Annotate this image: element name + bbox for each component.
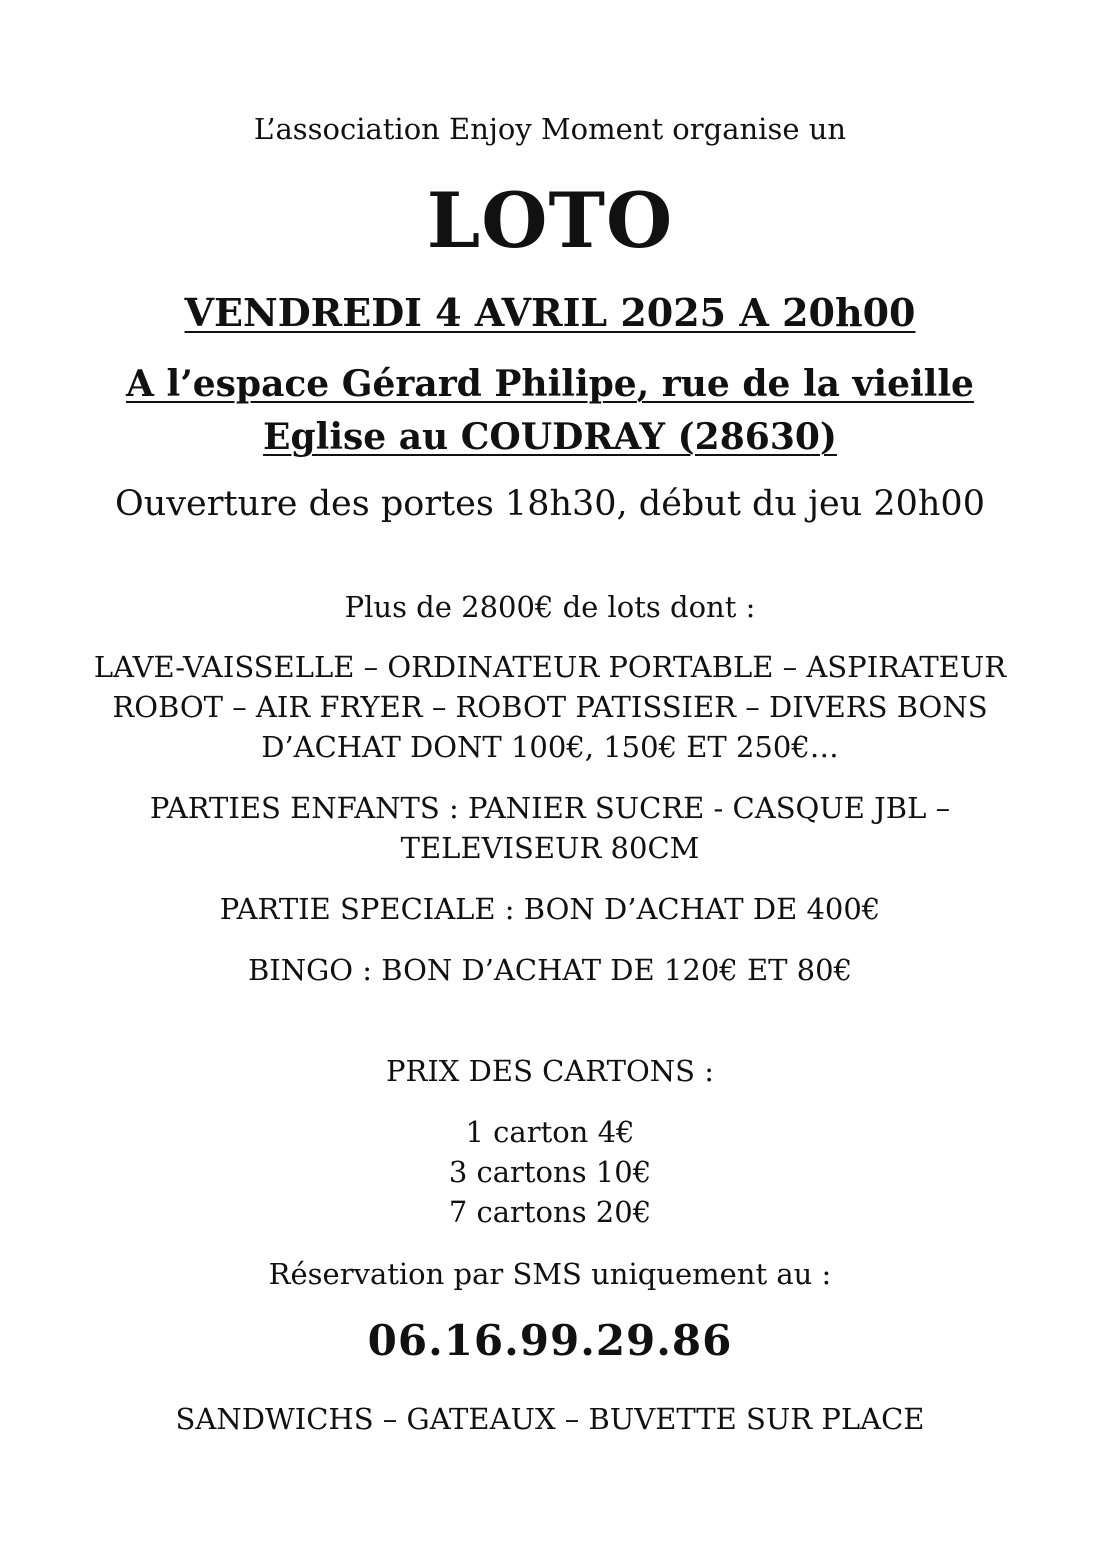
prizes-line-3: D’ACHAT DONT 100€, 150€ ET 250€… (261, 730, 839, 764)
special-game: PARTIE SPECIALE : BON D’ACHAT DE 400€ (219, 892, 881, 926)
event-title: LOTO (426, 176, 674, 265)
venue-line-2 (0, 416, 1100, 458)
card-prices-title: PRIX DES CARTONS : (386, 1054, 714, 1088)
prizes-line-1: LAVE-VAISSELLE – ORDINATEUR PORTABLE – ASPIRATEUR (93, 650, 1007, 684)
venue-line-2-text: Eglise au COUDRAY (28630) (263, 416, 837, 458)
organizer-intro: L’association Enjoy Moment organise un (253, 112, 847, 146)
event-date (0, 290, 1100, 335)
card-price-item: 3 cartons 10€ (448, 1155, 652, 1189)
venue-line-1 (0, 363, 1100, 405)
card-price-item: 7 cartons 20€ (448, 1195, 652, 1229)
venue-line-1-text: A l’espace Gérard Philipe, rue de la vieille (126, 363, 974, 405)
bingo-prize: BINGO : BON D’ACHAT DE 120€ ET 80€ (247, 953, 853, 987)
prizes-intro: Plus de 2800€ de lots dont : (344, 590, 756, 624)
prizes-line-2: ROBOT – AIR FRYER – ROBOT PATISSIER – DIVERS BONS (112, 690, 988, 724)
kids-games-line-1: PARTIES ENFANTS : PANIER SUCRE - CASQUE JBL – (149, 791, 951, 825)
card-price-item: 1 carton 4€ (465, 1115, 635, 1149)
opening-hours: Ouverture des portes 18h30, début du jeu 20h00 (115, 484, 985, 524)
kids-games-line-2: TELEVISEUR 80CM (400, 831, 700, 865)
event-date-text: VENDREDI 4 AVRIL 2025 A 20h00 (184, 290, 916, 335)
phone-number: 06.16.99.29.86 (367, 1316, 733, 1365)
refreshments-info: SANDWICHS – GATEAUX – BUVETTE SUR PLACE (175, 1402, 925, 1436)
reservation-info: Réservation par SMS uniquement au : (268, 1257, 832, 1291)
